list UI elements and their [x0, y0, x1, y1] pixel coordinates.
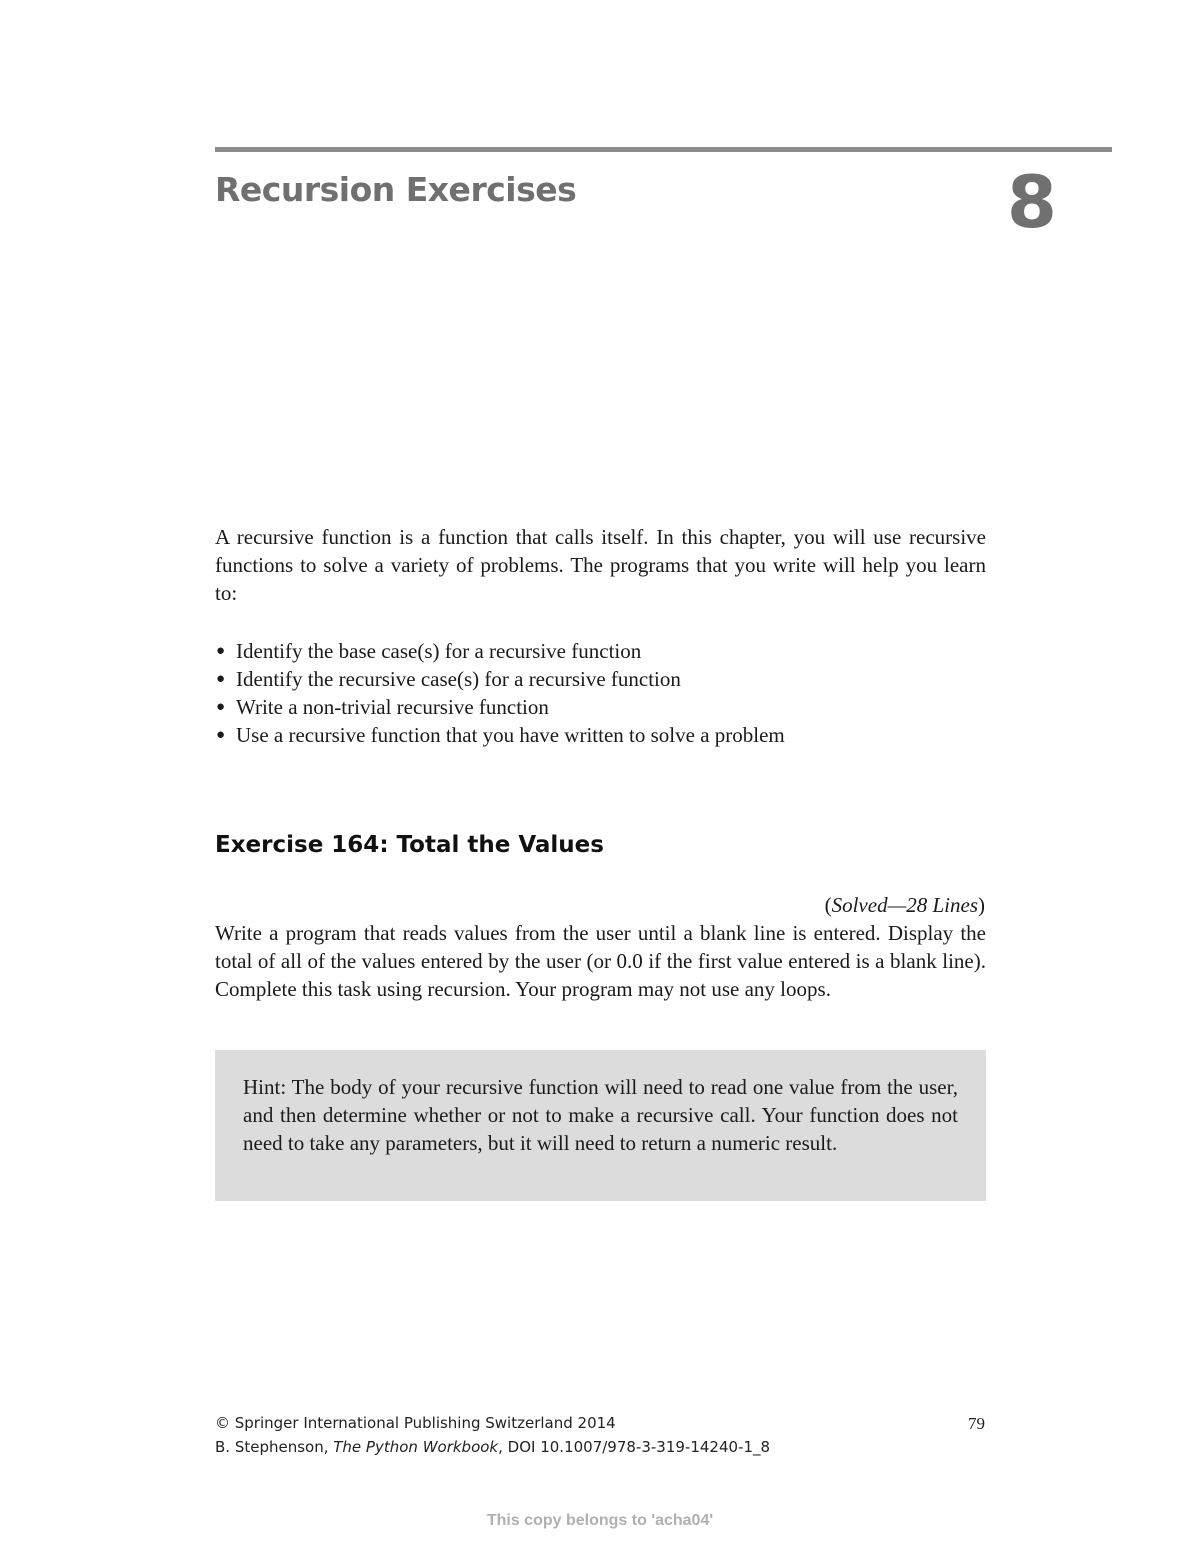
citation-line: B. Stephenson, The Python Workbook, DOI 10.1007/978-3-319-14240-1_8 [215, 1438, 771, 1456]
list-item: ● Identify the base case(s) for a recursive function [216, 639, 642, 663]
page-number: 79 [968, 1414, 985, 1433]
chapter-number: 8 [1006, 160, 1057, 244]
book-title: The Python Workbook [333, 1438, 499, 1456]
chapter-rule [215, 147, 1112, 152]
chapter-title: Recursion Exercises [215, 170, 577, 209]
bullet-icon: ● [216, 643, 226, 659]
solved-label: (Solved—28 Lines) [824, 893, 985, 917]
ownership-watermark: This copy belongs to 'acha04' [486, 1512, 714, 1529]
exercise-heading: Exercise 164: Total the Values [215, 832, 604, 858]
copyright-line: © Springer International Publishing Switzerland 2014 [215, 1414, 616, 1432]
objectives-list [215, 637, 986, 749]
bullet-icon: ● [216, 699, 226, 715]
list-item: ● Use a recursive function that you have written to solve a problem [216, 723, 785, 747]
bullet-icon: ● [216, 727, 226, 743]
bullet-icon: ● [216, 671, 226, 687]
list-item: ● Identify the recursive case(s) for a recursive function [216, 667, 681, 691]
exercise-text: Write a program that reads values from the user until a blank line is entered. Display the total of all of the values entered by the user (or 0.0 if the first value entered is a blank line). Complete this task using recursion. Your program may not use any loops. [215, 921, 986, 1001]
intro-paragraph: A recursive function is a function that calls itself. In this chapter, you will use recursive functions to solve a variety of problems. The programs that you write will help you learn to: [215, 525, 986, 605]
list-item: ● Write a non-trivial recursive function [216, 695, 549, 719]
hint-text: Hint: The body of your recursive function will need to read one value from the user, and then determine whether or not to make a recursive call. Your function does not need to take any parameters, but it will need to return a numeric result. [243, 1075, 958, 1155]
hint-box [215, 1050, 986, 1201]
